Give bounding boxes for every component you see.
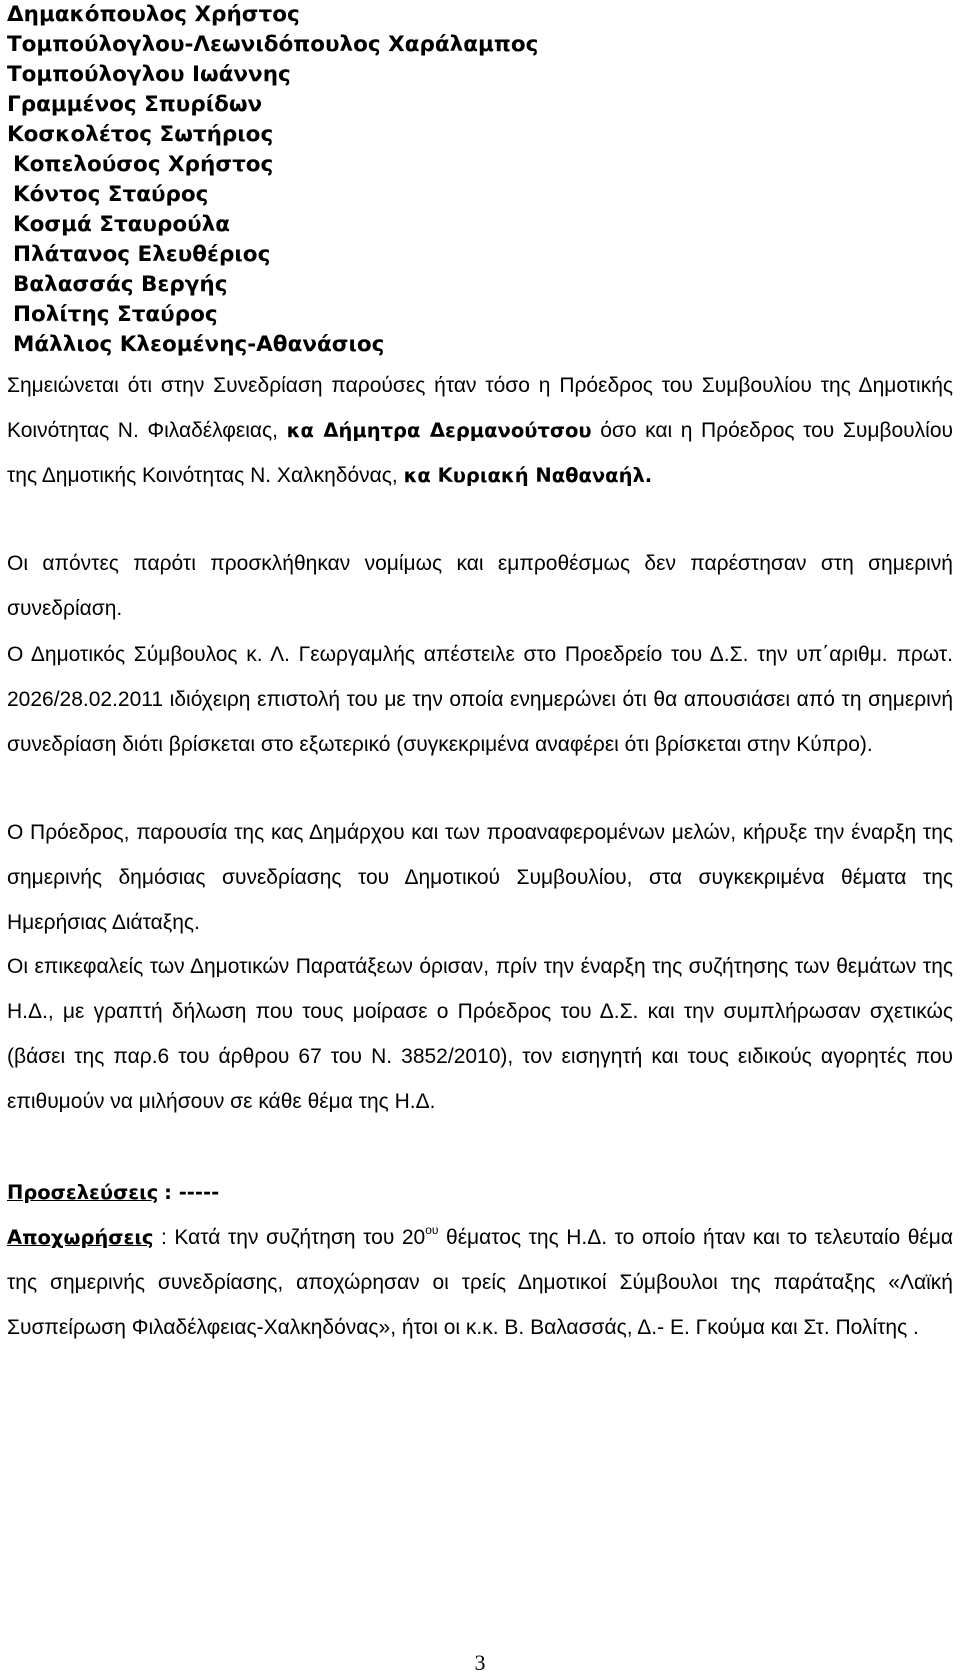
arrivals-label: Προσελεύσεις — [7, 1181, 159, 1204]
departures-label: Αποχωρήσεις — [7, 1226, 154, 1249]
arrivals-value: : ----- — [164, 1181, 220, 1204]
arrivals-line — [7, 1170, 953, 1215]
absent-paragraph — [7, 541, 953, 631]
bold-name: κα Δήμητρα Δερμανούτσου — [286, 419, 592, 442]
attendee-name: Τομπούλογλου-Λεωνιδόπουλος Χαράλαμπος — [7, 32, 539, 57]
attendee-name: Δημακόπουλος Χρήστος — [7, 2, 300, 27]
speakers-paragraph — [7, 944, 953, 1124]
paragraph-text: θέματος της Η.Δ. το οποίο ήταν και το τελευταίο θέμα της σημερινής συνεδρίασης, αποχώρησαν οι τρείς Δημοτικοί Σύμβουλοι της παράταξης «Λαϊκή Συσπείρωση Φιλαδέλφειας-Χαλκηδόνας», ήτοι οι κ.κ. Β. Βαλασσάς, Δ.- Ε. Γκούμα και Στ. Πολίτης . — [7, 1226, 953, 1339]
paragraph-text: : Κατά την συζήτηση του 20 — [161, 1226, 426, 1249]
opening-paragraph — [7, 810, 953, 945]
attendee-list — [7, 0, 538, 360]
attendee-name: Μάλλιος Κλεομένης-Αθανάσιος — [13, 332, 385, 357]
note-presidents-paragraph — [7, 363, 953, 498]
attendee-name: Κοσμά Σταυρούλα — [13, 212, 231, 237]
departures-paragraph — [7, 1215, 953, 1350]
attendee-name: Πολίτης Σταύρος — [13, 302, 218, 327]
paragraph-text: Ο Δημοτικός Σύμβουλος κ. Λ. Γεωργαμλής απέστειλε στο Προεδρείο του Δ.Σ. την υπ΄αριθμ. πρωτ. 2026/28.02.2011 ιδιόχειρη επιστολή του με την οποία ενημερώνει ότι θα απουσιάσει από τη σημερινή συνεδρίαση διότι βρίσκεται στο εξωτερικό (συγκεκριμένα αναφέρει ότι βρίσκεται στην Κύπρο). — [7, 643, 953, 756]
attendee-name: Τομπούλογλου Ιωάννης — [7, 62, 291, 87]
attendee-name: Βαλασσάς Βεργής — [13, 272, 228, 297]
bold-name: κα Κυριακή Ναθαναήλ. — [403, 464, 653, 487]
attendee-name: Κόντος Σταύρος — [13, 182, 209, 207]
paragraph-text: Οι επικεφαλείς των Δημοτικών Παρατάξεων όρισαν, πρίν την έναρξη της συζήτησης των θεμάτων της Η.Δ., με γραπτή δήλωση που τους μοίρασε ο Πρόεδρος του Δ.Σ. και την συμπλήρωσαν σχετικώς (βάσει της παρ.6 του άρθρου 67 του Ν. 3852/2010), τον εισηγητή και τους ειδικούς αγορητές που επιθυμούν να μιλήσουν σε κάθε θέμα της Η.Δ. — [7, 955, 953, 1113]
attendee-name: Κοσκολέτος Σωτήριος — [7, 122, 274, 147]
ordinal-superscript: ου — [425, 1223, 439, 1237]
letter-paragraph — [7, 632, 953, 767]
paragraph-text: όσο και η Πρόεδρος του Συμβουλίου της Δημοτικής Κοινότητας Ν. Χαλκηδόνας, — [7, 419, 953, 487]
attendee-name: Κοπελούσος Χρήστος — [13, 152, 274, 177]
paragraph-text: Σημειώνεται ότι στην Συνεδρίαση παρούσες ήταν τόσο η Πρόεδρος του Συμβουλίου της Δημοτικής Κοινότητας Ν. Φιλαδέλφειας, — [7, 374, 953, 442]
attendee-name: Γραμμένος Σπυρίδων — [7, 92, 263, 117]
paragraph-text: Οι απόντες παρότι προσκλήθηκαν νομίμως και εμπροθέσμως δεν παρέστησαν στη σημερινή συνεδρίαση. — [7, 552, 953, 620]
paragraph-text: Ο Πρόεδρος, παρουσία της κας Δημάρχου και των προαναφερομένων μελών, κήρυξε την έναρξη της σημερινής δημόσιας συνεδρίασης του Δημοτικού Συμβουλίου, στα συγκεκριμένα θέματα της Ημερήσιας Διάταξης. — [7, 821, 953, 934]
attendee-name: Πλάτανος Ελευθέριος — [13, 242, 271, 267]
page-number: 3 — [474, 1650, 486, 1675]
